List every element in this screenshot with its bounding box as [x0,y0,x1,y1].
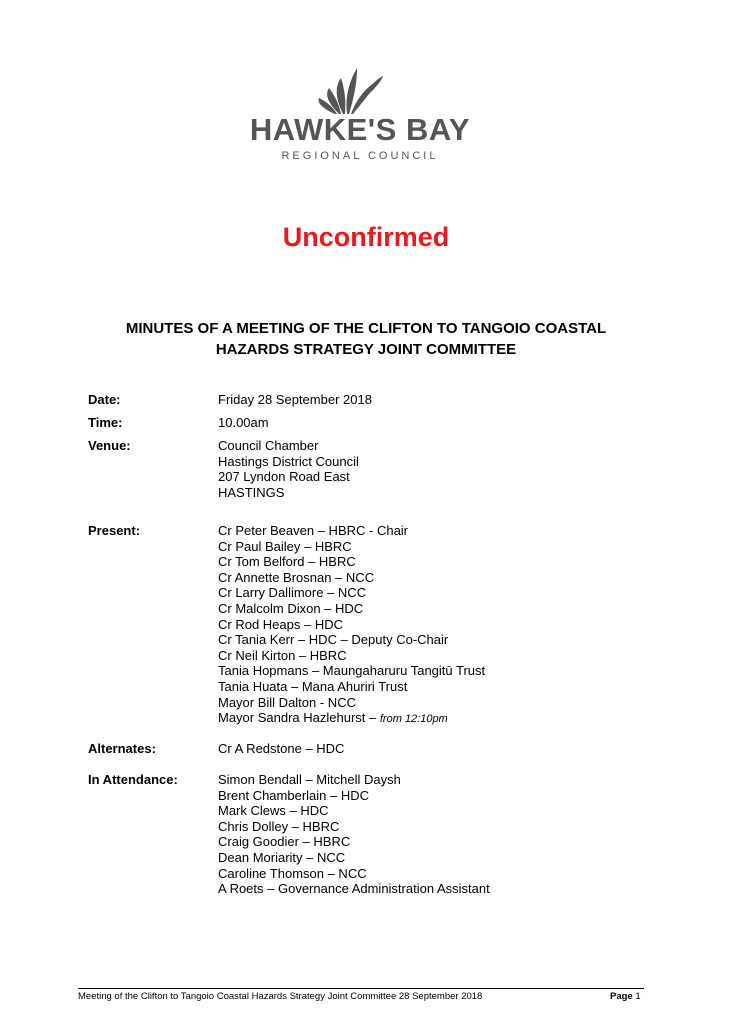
time-label: Time: [88,415,123,430]
title-line: MINUTES OF A MEETING OF THE CLIFTON TO TANGOIO COASTAL [125,320,607,337]
alternates-label: Alternates: [88,741,156,756]
attendee: A Roets – Governance Administration Assistant [218,881,490,897]
present-member: Cr Tom Belford – HBRC [218,554,356,570]
attendee: Mark Clews – HDC [218,803,329,819]
attendee: Craig Goodier – HBRC [218,834,351,850]
page-number-value: 1 [635,991,641,1002]
footer-text: Meeting of the Clifton to Tangoio Coastal Hazards Strategy Joint Committee 28 September 2018 [78,991,483,1002]
logo-name: HAWKE'S BAY [249,112,471,147]
present-member-name: Mayor Sandra Hazlehurst – [218,710,380,726]
footer-divider [78,988,644,989]
hbrc-logo [248,64,472,164]
attendee: Caroline Thomson – NCC [218,865,367,881]
present-member-last [218,710,598,728]
page-number [610,991,641,1002]
attendee: Dean Moriarity – NCC [218,849,346,865]
alternates-value: Cr A Redstone – HDC [218,741,345,756]
arrival-note: from 12:10pm [379,713,448,726]
present-member: Cr Paul Bailey – HBRC [218,538,352,554]
status-heading: Unconfirmed [282,222,450,252]
present-member: Cr Malcolm Dixon – HDC [218,600,364,616]
present-member: Cr Neil Kirton – HBRC [218,647,347,663]
date-value: Friday 28 September 2018 [218,392,372,407]
attendee: Brent Chamberlain – HDC [218,787,370,803]
present-member: Cr Annette Brosnan – NCC [218,569,375,585]
attendee: Simon Bendall – Mitchell Daysh [218,772,401,787]
logo-subtitle: REGIONAL COUNCIL [281,150,439,162]
present-member: Cr Tania Kerr – HDC – Deputy Co-Chair [218,632,449,648]
title-line: HAZARDS STRATEGY JOINT COMMITTEE [215,341,517,358]
venue-line: Hastings District Council [218,453,359,469]
venue-label: Venue: [88,438,131,453]
time-value: 10.00am [218,415,269,430]
venue-line: HASTINGS [218,484,285,500]
venue-line: 207 Lyndon Road East [218,469,350,485]
page-label: Page [610,991,633,1002]
attendee: Chris Dolley – HBRC [218,818,340,834]
present-member: Cr Larry Dallimore – NCC [218,585,367,601]
document-title [60,318,672,360]
present-member: Mayor Bill Dalton - NCC [218,694,356,710]
present-label: Present: [88,523,141,538]
leaf-icon [313,64,393,116]
attendance-label: In Attendance: [88,772,178,787]
present-member: Tania Hopmans – Maungaharuru Tangitū Trust [218,663,486,679]
present-member: Tania Huata – Mana Ahuriri Trust [218,678,408,694]
present-member: Cr Peter Beaven – HBRC - Chair [218,523,409,538]
venue-line: Council Chamber [218,438,319,453]
present-member: Cr Rod Heaps – HDC [218,616,343,632]
date-label: Date: [88,392,121,407]
